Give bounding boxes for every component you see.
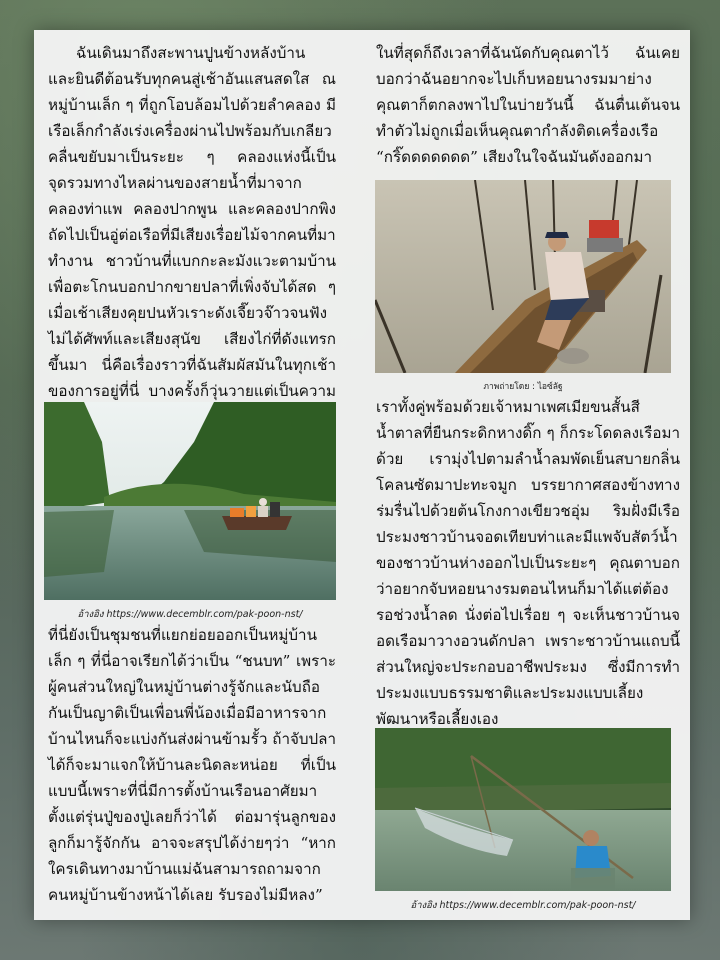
fishing-net-photo — [375, 728, 671, 891]
canal-boat-photo — [44, 402, 336, 600]
photo-caption-left: อ้างอิง https://www.decemblr.com/pak-poon-nst/ — [77, 609, 303, 620]
left-column-top — [48, 40, 336, 430]
right-column-top — [376, 40, 680, 170]
boat-trip-paragraph: ในที่สุดก็ถึงเวลาที่ฉันนัดกับคุณตาไว้ ฉันเคยบอกว่าฉันอยากจะไปเก็บหอยนางรมมาย่าง คุณตาก็ตกลงพาไปในบ่ายวันนี้ ฉันตื่นเต้นจนทำตัวไม่ถูกเมื่อเห็นคุณตากำลังติดเครื่องเรือ “กริ๊ดดดดดดด” เสียงในใจฉันมันดังออกมา — [376, 44, 680, 166]
article-page — [34, 30, 690, 920]
left-column-bottom — [48, 622, 336, 908]
boat-engine-photo — [375, 180, 671, 373]
photo-caption-right: อ้างอิง https://www.decemblr.com/pak-poon-nst/ — [410, 900, 636, 911]
mangrove-paragraph: เราทั้งคู่พร้อมด้วยเจ้าหมาเพศเมียขนสั้นสีน้ำตาลที่ยืนกระดิกหางดิ๊ก ๆ ก็กระโดดลงเรือมาด้วย เรามุ่งไปตามลำน้ำลมพัดเย็นสบายกลิ่นโคลนซัดมาปะทะจมูก บรรยากาศสองข้างทางร่มรื่นไปด้วยต้นโกงกางเขียวชอุ่ม ริมฝั่งมีเรือประมงชาวบ้านจอดเทียบท่าและมีแพจับสัตว์น้ำของชาวบ้านห่างออกไปเป็นระยะๆ คุณตาบอกว่าอยากจับหอยนางรมตอนไหนก็มาได้แต่ต้องรอช่วงน้ำลด นั่งต่อไปเรื่อย ๆ จะเห็นชาวบ้านจอดเรือมาวางอวนดักปลา เพราะชาวบ้านแถบนี้ส่วนใหญ่จะประกอบอาชีพประมง ซึ่งมีการทำประมงแบบธรรมชาติและประมงแบบเลี้ยงพัฒนาหรือเลี้ยงเอง — [376, 398, 680, 728]
intro-paragraph: ฉันเดินมาถึงสะพานปูนข้างหลังบ้าน และยินดีต้อนรับทุกคนสู่เช้าอันแสนสดใส ณ หมู่บ้านเล็ก ๆ ที่ถูกโอบล้อมไปด้วยลำคลอง มีเรือเล็กกำลังเร่งเครื่องผ่านไปพร้อมกับเกลียวคลื่นขยับมาเป็นระยะ ๆ คลองแห่งนี้เป็นจุดรวมทางไหลผ่านของสายน้ำที่มาจากคลองท่าแพ คลองปากพูน และคลองปากพิง ถัดไปเป็นอู่ต่อเรือที่มีเสียงเรื่อยไม้จากคนที่มาทำงาน ชาวบ้านที่แบกกะละมังแวะตามบ้านเพื่อตะโกนบอกปากขายปลาที่เพิ่งจับได้สด ๆ เมื่อเช้าเสียงคุยปนหัวเราะดังเจี๊ยวจ๊าวจนฟังไม่ได้ศัพท์และเสียงสุนัข เสียงไก่ที่ดังแทรกขึ้นมา นี่คือเรื่องราวที่ฉันสัมผัสมันในทุกเช้าของการอยู่ที่นี่ บางครั้งก็วุ่นวายแต่เป็นความ — [48, 44, 336, 400]
photo-credit-right: ภาพถ่ายโดย : ไอซ์ลัฐ — [483, 382, 563, 392]
community-paragraph: ที่นี่ยังเป็นชุมชนที่แยกย่อยออกเป็นหมู่บ้านเล็ก ๆ ที่นี่อาจเรียกได้ว่าเป็น “ชนบท” เพราะผู้คนส่วนใหญ่ในหมู่บ้านต่างรู้จักและนับถือกันเป็นญาติเป็นเพื่อนพี่น้องเมื่อมีอาหารจากบ้านไหนก็จะแบ่งกันส่งผ่านข้ามรั้ว ถ้าจับปลาได้ก็จะมาแจกให้บ้านละนิดละหน่อย ที่เป็นแบบนี้เพราะที่นี่มีการตั้งบ้านเรือนอาศัยมาตั้งแต่รุ่นปู่ของปู่เลยก็ว่าได้ ต่อมารุ่นลูกของลูกก็มารู้จักกัน อาจจะสรุปได้ง่ายๆว่า “หากใครเดินทางมาบ้านแม่ฉันสามารถถามจากคนหมู่บ้านข้างหน้าได้เลย รับรองไม่มีหลง” — [48, 626, 336, 904]
right-column-middle — [376, 394, 680, 732]
